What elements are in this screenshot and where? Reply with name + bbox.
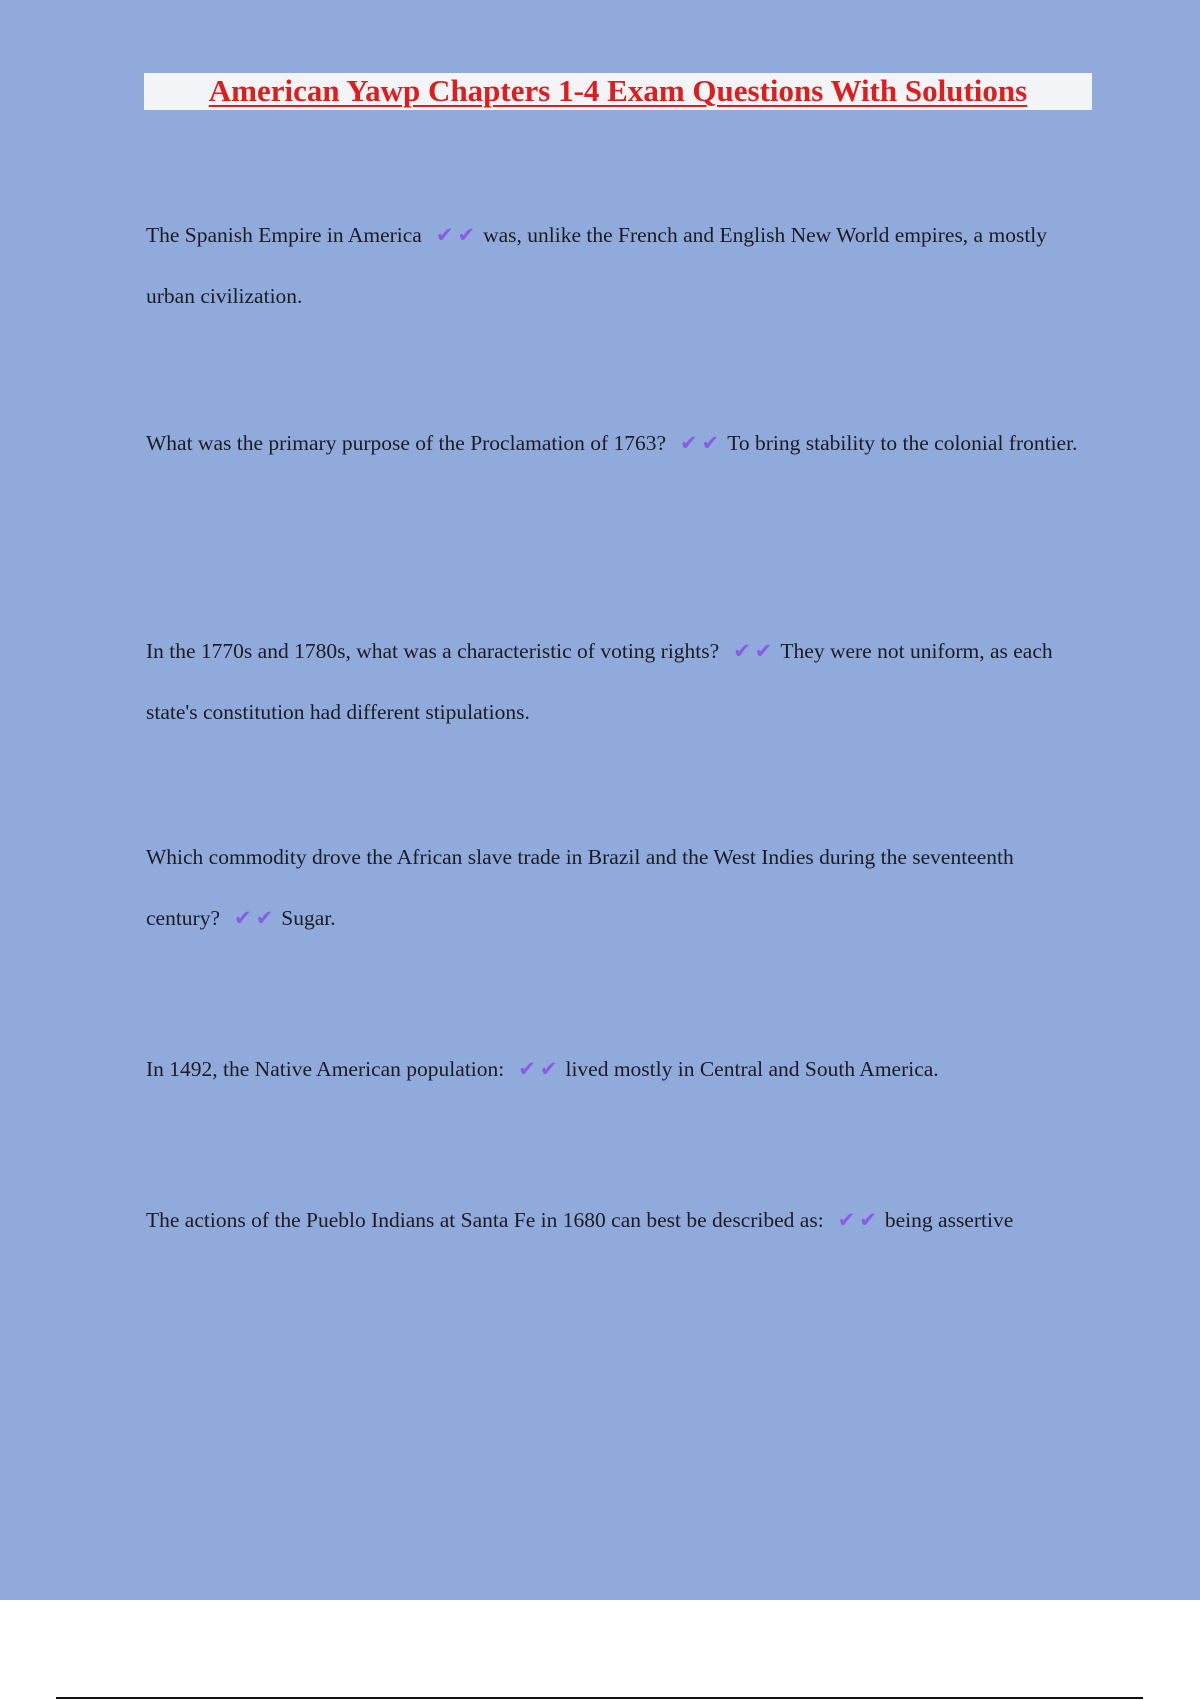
answer-text: They were not uniform, as each state's constitution had different stipulations. <box>146 639 1053 724</box>
check-icon: ✔ <box>518 1057 536 1081</box>
check-icon: ✔ <box>457 223 476 247</box>
footer-divider <box>56 1697 1143 1699</box>
check-icon: ✔ <box>435 223 454 247</box>
check-icon: ✔ <box>733 639 751 663</box>
check-icon: ✔ <box>701 431 720 455</box>
answer-text: Sugar. <box>281 906 336 930</box>
answer-checkmarks <box>836 1190 879 1251</box>
qa-item-4 <box>146 827 1086 949</box>
question-text: In the 1770s and 1780s, what was a characteristic of voting rights? <box>146 639 720 663</box>
answer-text: was, unlike the French and English New World empires, a mostly urban civilization. <box>146 223 1048 308</box>
check-icon: ✔ <box>859 1208 877 1232</box>
page-title: American Yawp Chapters 1-4 Exam Questions With Solutions <box>208 73 1028 108</box>
check-icon: ✔ <box>255 906 274 930</box>
answer-checkmarks <box>678 413 721 474</box>
qa-item-1 <box>146 205 1086 327</box>
check-icon: ✔ <box>234 906 252 930</box>
qa-item-3 <box>146 621 1086 743</box>
answer-text: being assertive <box>884 1208 1014 1232</box>
check-icon: ✔ <box>539 1057 558 1081</box>
qa-item-5 <box>146 1039 1086 1100</box>
qa-item-2 <box>146 413 1086 474</box>
answer-checkmarks <box>516 1039 559 1100</box>
check-icon: ✔ <box>837 1208 856 1232</box>
answer-checkmarks <box>232 888 275 949</box>
check-icon: ✔ <box>680 431 698 455</box>
question-text: The Spanish Empire in America <box>146 223 422 247</box>
answer-text: To bring stability to the colonial frontier. <box>727 431 1078 455</box>
answer-checkmarks <box>731 621 774 682</box>
answer-checkmarks <box>434 205 477 266</box>
check-icon: ✔ <box>754 639 773 663</box>
answer-text: lived mostly in Central and South America. <box>565 1057 939 1081</box>
qa-item-6 <box>146 1190 1086 1251</box>
title-banner <box>144 73 1092 110</box>
question-text: In 1492, the Native American population: <box>146 1057 505 1081</box>
question-text: What was the primary purpose of the Proclamation of 1763? <box>146 431 667 455</box>
question-text: The actions of the Pueblo Indians at Santa Fe in 1680 can best be described as: <box>146 1208 824 1232</box>
question-text: Which commodity drove the African slave trade in Brazil and the West Indies during the seventeenth century? <box>146 845 1014 930</box>
